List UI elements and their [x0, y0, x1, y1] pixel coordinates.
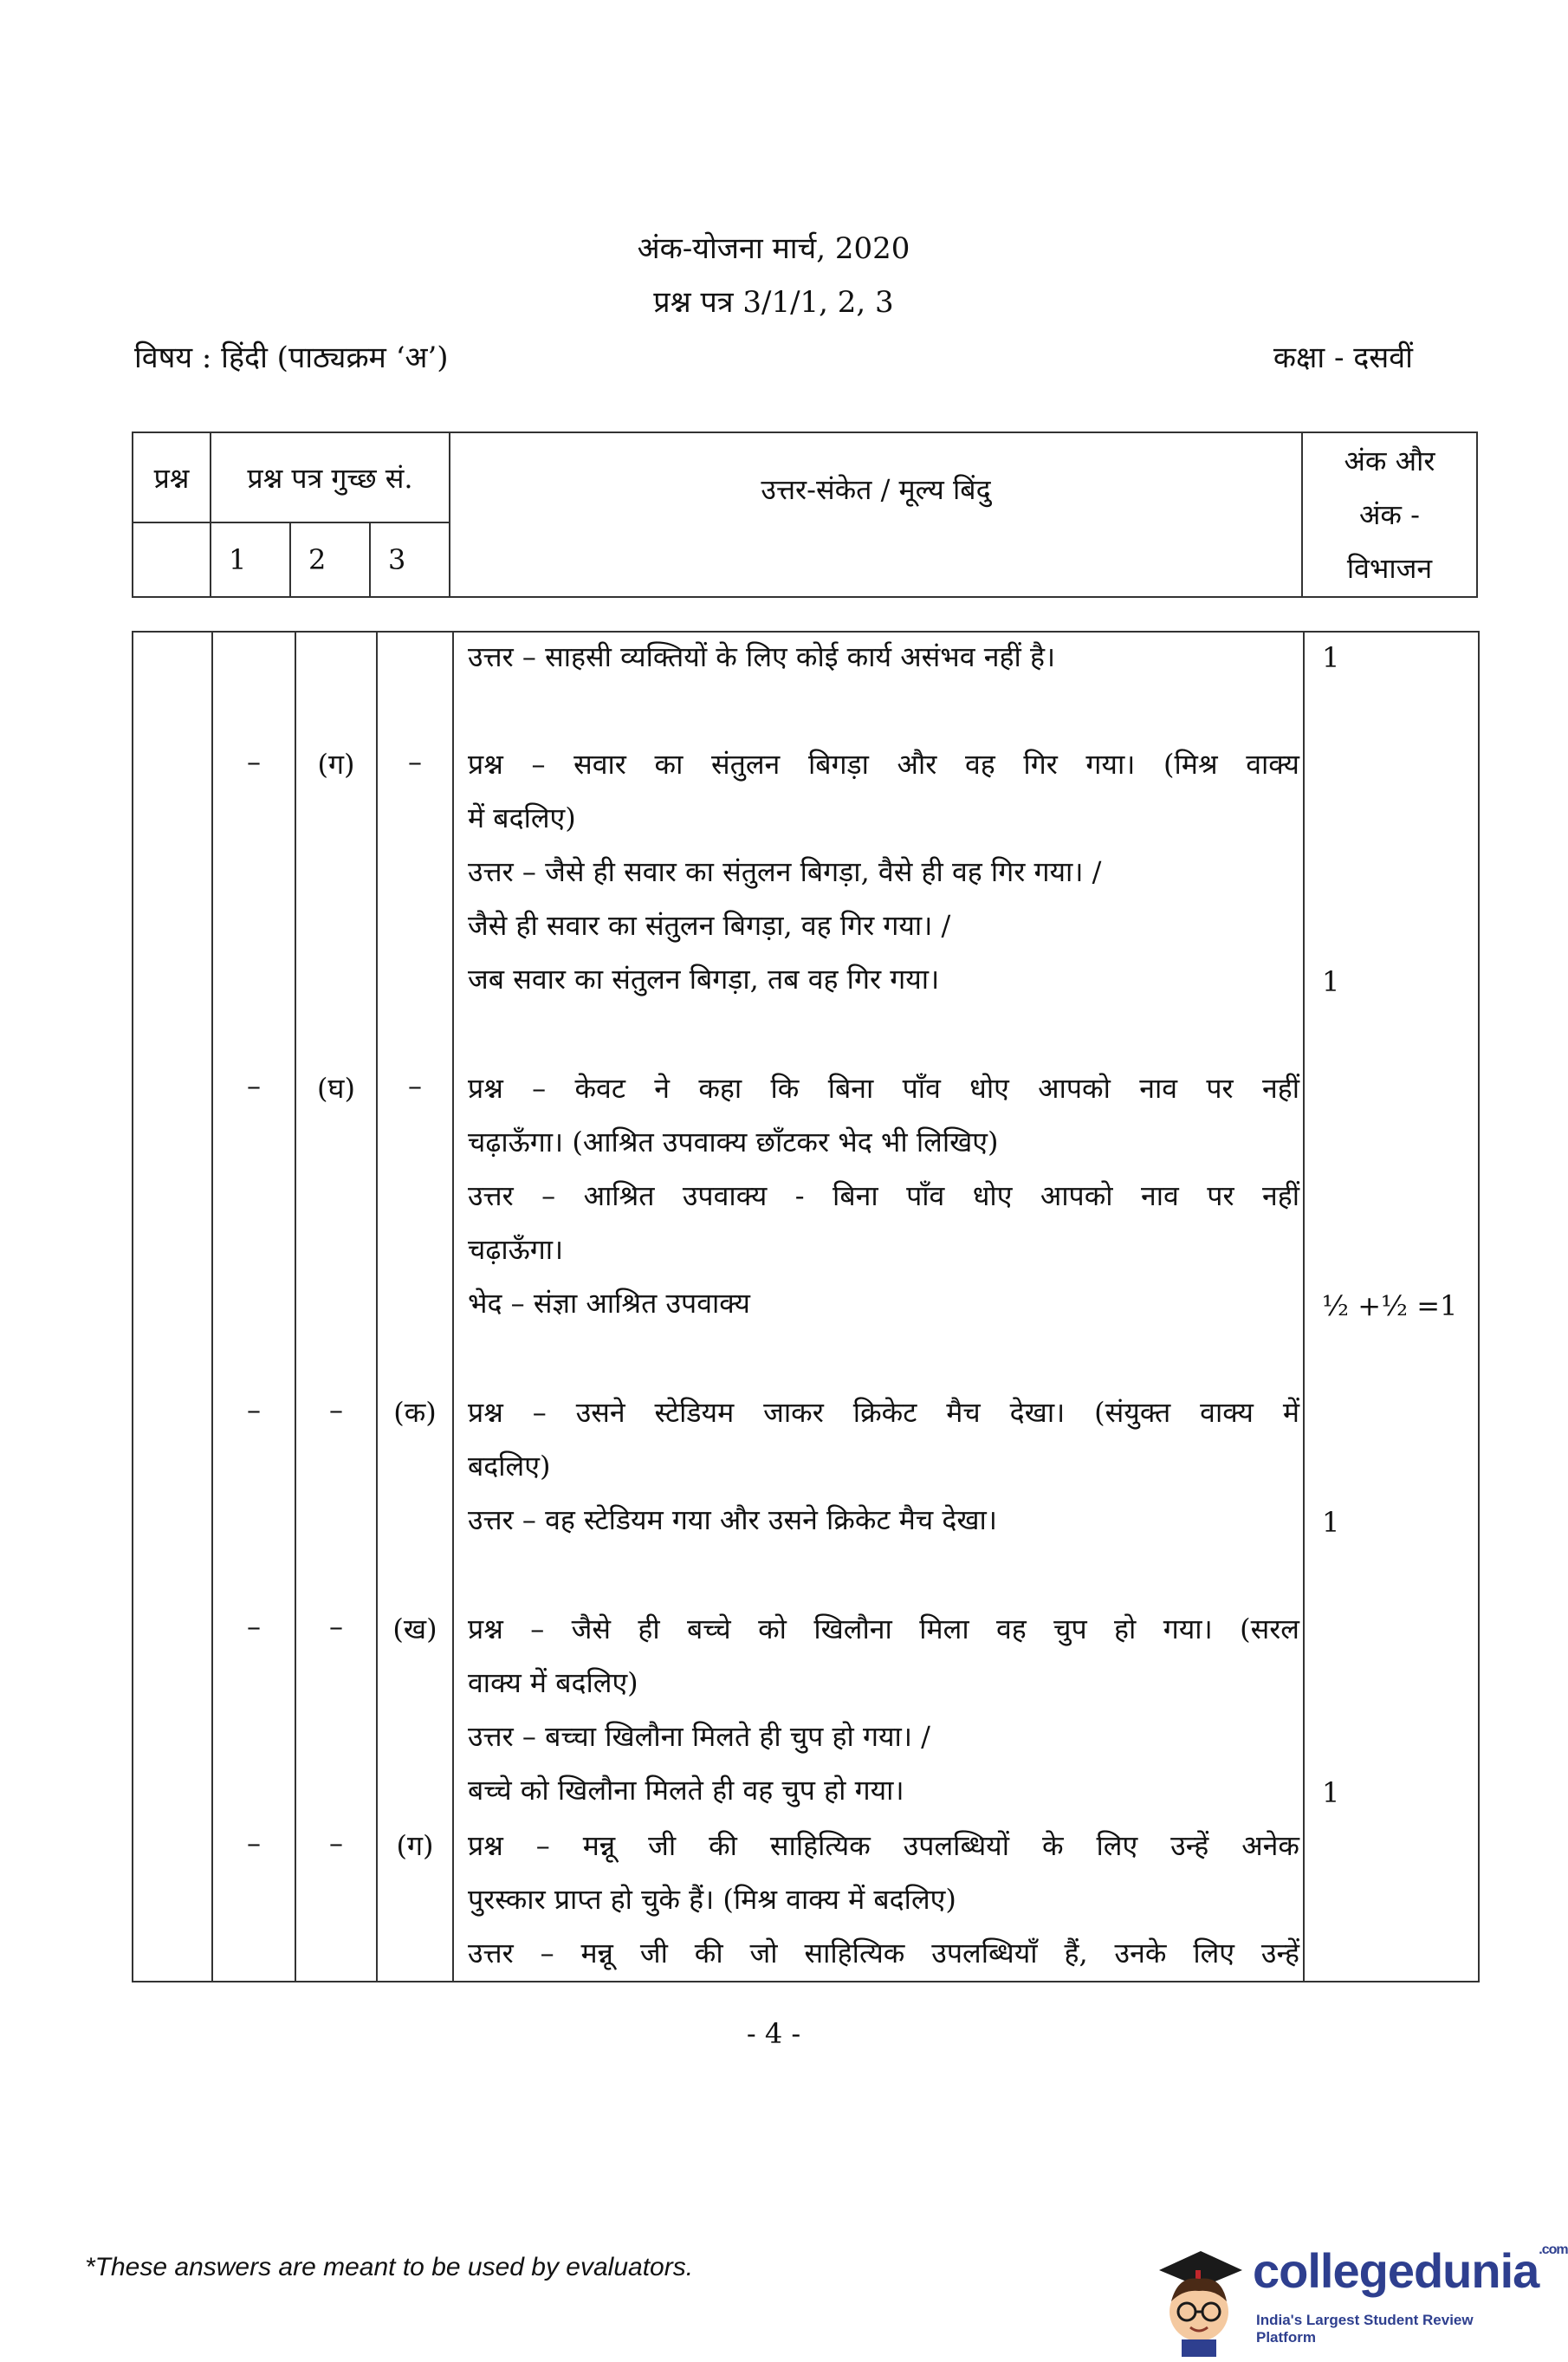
marks-value: ½ +½ =1 — [1322, 1289, 1458, 1322]
set-3-cell: – — [408, 745, 422, 778]
marks-column-header: अंक और अंक - विभाजन — [1302, 432, 1477, 597]
set-2-cell: (ग) — [317, 748, 355, 781]
answer-line: उत्तर – आश्रित उपवाक्य - बिना पाँव धोए आपको नाव पर नहीं — [468, 1179, 1299, 1212]
question-line: प्रश्न – केवट ने कहा कि बिना पाँव धोए आपको नाव पर नहीं — [468, 1072, 1299, 1105]
answer-line: उत्तर – साहसी व्यक्तियों के लिए कोई कार्य असंभव नहीं है। — [468, 640, 1056, 673]
question-line: में बदलिए) — [468, 801, 576, 834]
student-mascot-icon — [1147, 2235, 1249, 2357]
answer-line: जब सवार का संतुलन बिगड़ा, तब वह गिर गया। — [468, 963, 940, 996]
answer-line: उत्तर – वह स्टेडियम गया और उसने क्रिकेट मैच देखा। — [468, 1503, 997, 1536]
question-line: वाक्य में बदलिए) — [468, 1666, 638, 1699]
set-1-cell: – — [247, 1610, 261, 1643]
question-line: प्रश्न – सवार का संतुलन बिगड़ा और वह गिर गया। (मिश्र वाक्य — [468, 748, 1299, 781]
answer-column-header: उत्तर-संकेत / मूल्य बिंदु — [450, 432, 1302, 597]
set-3-cell: – — [408, 1069, 422, 1102]
grade-label: कक्षा - दसवीं — [1273, 341, 1413, 375]
marks-value: 1 — [1322, 965, 1340, 998]
question-column — [133, 632, 212, 1982]
set-2-cell: – — [329, 1393, 343, 1426]
logo-tagline: India's Largest Student Review Platform — [1256, 2312, 1474, 2346]
question-line: प्रश्न – जैसे ही बच्चे को खिलौना मिला वह चुप हो गया। (सरल — [468, 1613, 1299, 1645]
set-3-cell: (ख) — [392, 1613, 437, 1645]
marks-value: 1 — [1322, 1776, 1340, 1809]
set-1-column — [212, 632, 295, 1982]
set-2-column — [295, 632, 377, 1982]
answer-line: उत्तर – बच्चा खिलौना मिलते ही चुप हो गया। / — [468, 1720, 930, 1753]
question-line: प्रश्न – मन्नू जी की साहित्यिक उपलब्धियों के लिए उन्हें अनेक — [468, 1829, 1299, 1862]
question-paper-code: प्रश्न पत्र 3/1/1, 2, 3 — [653, 285, 894, 320]
set-1-cell: – — [247, 745, 261, 778]
paper-set-column-header: प्रश्न पत्र गुच्छ सं. — [211, 432, 450, 522]
marks-column — [1304, 632, 1479, 1982]
answer-line: चढ़ाऊँगा। — [468, 1233, 564, 1266]
answer-column — [453, 632, 1304, 1982]
marking-scheme-header-table — [132, 432, 1478, 598]
set-3-cell: (ग) — [396, 1829, 434, 1862]
question-line: पुरस्कार प्राप्त हो चुके हैं। (मिश्र वाक्य में बदलिए) — [468, 1883, 956, 1916]
marks-value: 1 — [1322, 641, 1340, 674]
set-2-cell: – — [329, 1827, 343, 1859]
answer-line: उत्तर – जैसे ही सवार का संतुलन बिगड़ा, वैसे ही वह गिर गया। / — [468, 855, 1102, 888]
question-line: बदलिए) — [468, 1450, 551, 1483]
collegedunia-logo[interactable] — [1147, 2235, 1568, 2357]
set-3-header: 3 — [370, 522, 450, 597]
question-column-header: प्रश्न — [133, 432, 211, 522]
answer-line: जैसे ही सवार का संतुलन बिगड़ा, वह गिर गया। / — [468, 909, 951, 942]
marking-scheme-body-table — [132, 631, 1480, 1982]
question-number-blank — [133, 522, 211, 597]
evaluator-footnote: *These answers are meant to be used by evaluators. — [85, 2253, 694, 2281]
set-3-column — [377, 632, 453, 1982]
logo-wordmark: collegedunia$^{.com}$ — [1253, 2242, 1568, 2298]
set-2-header: 2 — [290, 522, 370, 597]
set-2-cell: (घ) — [317, 1072, 355, 1105]
subject-label: विषय : हिंदी (पाठ्यक्रम ‘अ’) — [134, 341, 449, 375]
set-1-cell: – — [247, 1069, 261, 1102]
question-line: चढ़ाऊँगा। (आश्रित उपवाक्य छाँटकर भेद भी लिखिए) — [468, 1126, 999, 1158]
marks-value: 1 — [1322, 1506, 1340, 1539]
set-1-header: 1 — [211, 522, 290, 597]
answer-line: उत्तर – मन्नू जी की जो साहित्यिक उपलब्धियाँ हैं, उनके लिए उन्हें — [468, 1937, 1299, 1969]
set-2-cell: – — [329, 1610, 343, 1643]
document-title: अंक-योजना मार्च, 2020 — [637, 231, 910, 266]
question-line: प्रश्न – उसने स्टेडियम जाकर क्रिकेट मैच देखा। (संयुक्त वाक्य में — [468, 1396, 1299, 1429]
set-1-cell: – — [247, 1393, 261, 1426]
answer-line: भेद – संज्ञा आश्रित उपवाक्य — [468, 1287, 750, 1320]
page-number: - 4 - — [746, 2017, 801, 2050]
set-1-cell: – — [247, 1827, 261, 1859]
answer-line: बच्चे को खिलौना मिलते ही वह चुप हो गया। — [468, 1774, 904, 1807]
set-3-cell: (क) — [393, 1396, 437, 1429]
